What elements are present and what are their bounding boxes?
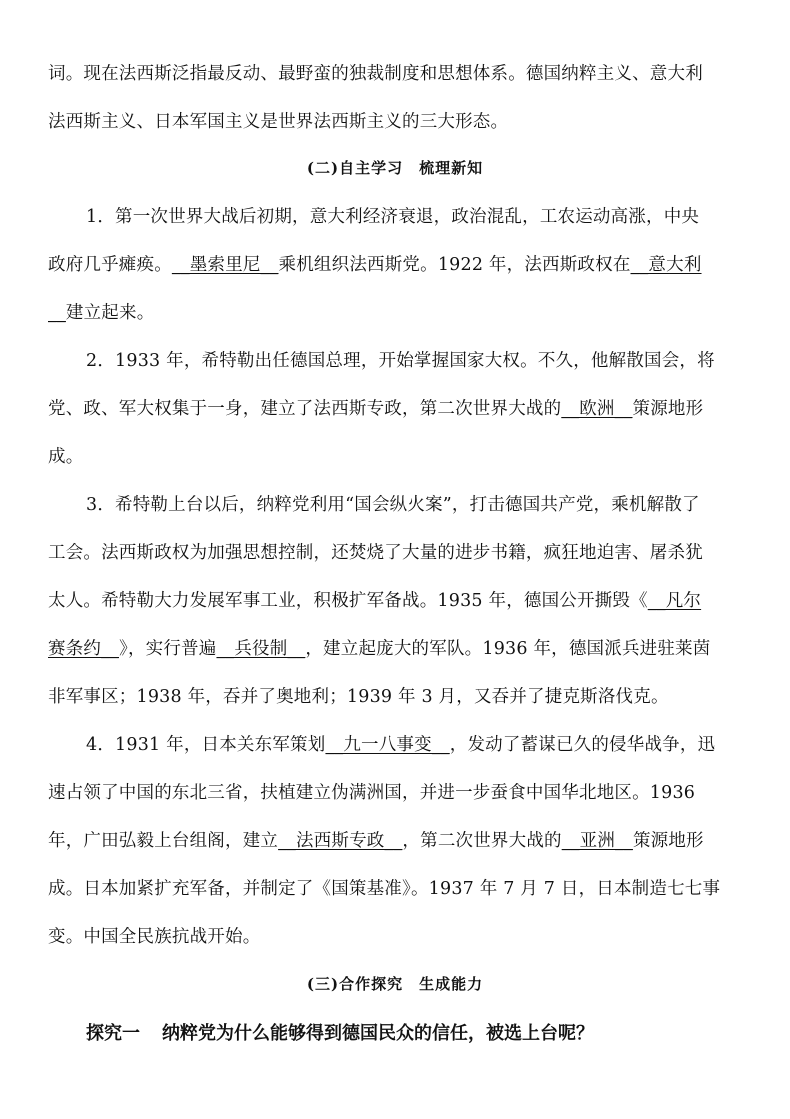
item4-line-2: 速占领了中国的东北三省，扶植建立伪满洲国，并进一步蚕食中国华北地区。1936 [48, 783, 696, 803]
item3-text-b: 》，实行普遍 [119, 639, 217, 659]
item2-line-1: 2．1933 年，希特勒出任德国总理，开始掌握国家大权。不久，他解散国会，将 [86, 351, 715, 371]
item3-line-5: 非军事区；1938 年，吞并了奥地利；1939 年 3 月，又吞并了捷克斯洛伐克。 [48, 687, 669, 707]
item4-text-d: ，第二次世界大战的 [402, 831, 562, 851]
answer-blank-versailles-head: __凡尔 [647, 591, 702, 611]
item2-line-2 [48, 397, 748, 421]
item4-line-3 [48, 829, 748, 853]
answer-blank-asia: __亚洲__ [561, 831, 633, 851]
item3-line-3 [48, 589, 748, 613]
item4-line-1 [86, 733, 748, 757]
item4-line-5: 变。中国全民族抗战开始。 [48, 927, 261, 947]
item4-text-e: 策源地形 [632, 831, 704, 851]
answer-blank-mukden-incident: __九一八事变__ [325, 735, 450, 755]
item3-text-a: 太人。希特勒大力发展军事工业，积极扩军备战。1935 年，德国公开撕毁《 [48, 591, 648, 611]
answer-blank-italy: __意大利 [630, 255, 702, 275]
item1-line-2 [48, 253, 748, 277]
item4-line-4: 成。日本加紧扩充军备，并制定了《国策基准》。1937 年 7 月 7 日，日本制造七七事 [48, 879, 721, 899]
item2-text-a: 党、政、军大权集于一身，建立了法西斯专政，第二次世界大战的 [48, 399, 562, 419]
answer-blank-italy-tail: __ [48, 303, 66, 323]
intro-line-2: 法西斯主义、日本军国主义是世界法西斯主义的三大形态。 [48, 112, 509, 132]
answer-blank-fascist-dictatorship: __法西斯专政__ [278, 831, 403, 851]
item1-text-c: 建立起来。 [65, 303, 155, 323]
item3-line-4 [48, 637, 748, 661]
item1-text-a: 政府几乎瘫痪。 [48, 255, 172, 275]
explore-question-1 [86, 1021, 748, 1047]
item3-text-c: ，建立起庞大的军队。1936 年，德国派兵进驻莱茵 [305, 639, 711, 659]
item4-text-a: 4．1931 年，日本关东军策划 [86, 735, 326, 755]
section-heading-self-study: (二)自主学习 梳理新知 [306, 159, 484, 177]
item2-text-b: 策源地形 [632, 399, 704, 419]
item3-line-2: 工会。法西斯政权为加强思想控制，还焚烧了大量的进步书籍，疯狂地迫害、屠杀犹 [48, 543, 703, 563]
item1-line-3 [48, 301, 748, 325]
item1-text-b: 乘机组织法西斯党。1922 年，法西斯政权在 [278, 255, 631, 275]
answer-blank-mussolini: __墨索里尼__ [171, 255, 279, 275]
answer-blank-versailles-tail: 赛条约__ [48, 639, 119, 659]
explore-label: 探究一 [86, 1023, 140, 1044]
answer-blank-conscription: __兵役制__ [216, 639, 306, 659]
item3-line-1: 3．希特勒上台以后，纳粹党利用“国会纵火案”，打击德国共产党，乘机解散了 [86, 495, 700, 515]
item1-line-1: 1．第一次世界大战后初期，意大利经济衰退，政治混乱，工农运动高涨，中央 [86, 207, 700, 227]
item4-text-c: 年，广田弘毅上台组阁，建立 [48, 831, 279, 851]
section-heading-cooperative-inquiry: (三)合作探究 生成能力 [306, 975, 484, 993]
explore-text: 纳粹党为什么能够得到德国民众的信任，被选上台呢？ [162, 1023, 594, 1044]
item2-line-3: 成。 [48, 447, 84, 467]
intro-line-1: 词。现在法西斯泛指最反动、最野蛮的独裁制度和思想体系。德国纳粹主义、意大利 [48, 64, 703, 84]
answer-blank-europe: __欧洲__ [561, 399, 633, 419]
item4-text-b: ，发动了蓄谋已久的侵华战争，迅 [449, 735, 716, 755]
